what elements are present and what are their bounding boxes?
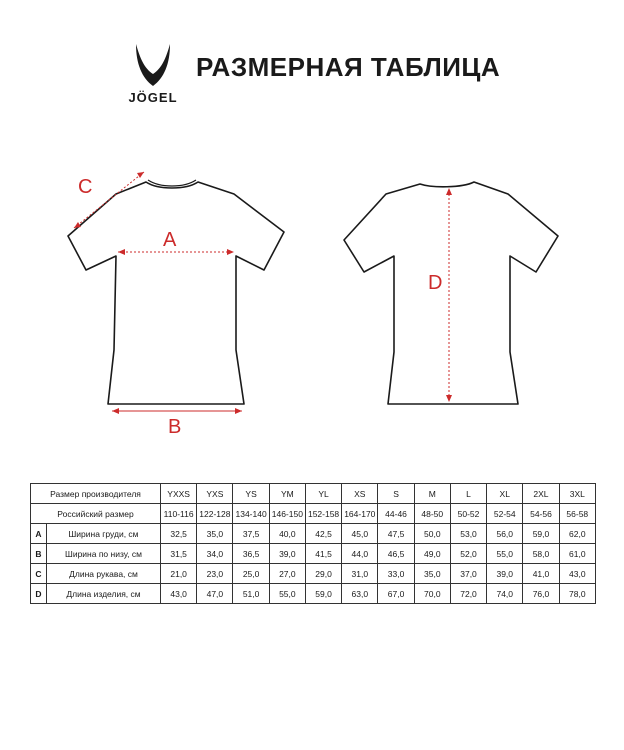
table-cell: 36,5 — [233, 544, 269, 564]
table-cell: XS — [342, 484, 378, 504]
table-cell: M — [414, 484, 450, 504]
table-row-russian-size — [31, 504, 596, 524]
table-cell: 70,0 — [414, 584, 450, 604]
table-cell: 52-54 — [487, 504, 523, 524]
table-cell: 72,0 — [450, 584, 486, 604]
table-cell: 146-150 — [269, 504, 305, 524]
table-cell: 25,0 — [233, 564, 269, 584]
row-key: D — [31, 584, 47, 604]
table-cell: 52,0 — [450, 544, 486, 564]
table-cell: 110-116 — [161, 504, 197, 524]
table-cell: 53,0 — [450, 524, 486, 544]
row-key: B — [31, 544, 47, 564]
table-cell: 40,0 — [269, 524, 305, 544]
table-cell: S — [378, 484, 414, 504]
table-cell: 39,0 — [269, 544, 305, 564]
table-cell: 35,0 — [414, 564, 450, 584]
table-cell: 48-50 — [414, 504, 450, 524]
table-cell: 41,0 — [523, 564, 559, 584]
page-title: РАЗМЕРНАЯ ТАБЛИЦА — [196, 52, 501, 82]
table-cell: 46,5 — [378, 544, 414, 564]
tshirt-front-diagram — [56, 160, 296, 420]
table-cell: 76,0 — [523, 584, 559, 604]
measure-label-b: B — [168, 416, 182, 438]
table-cell: 34,0 — [197, 544, 233, 564]
tshirt-back-diagram — [336, 172, 566, 412]
size-table — [30, 483, 596, 604]
table-cell: YM — [269, 484, 305, 504]
table-cell: 39,0 — [487, 564, 523, 584]
table-row-c — [31, 564, 596, 584]
table-cell: 67,0 — [378, 584, 414, 604]
manufacturer-size-label: Размер производителя — [31, 484, 161, 504]
table-cell: 55,0 — [269, 584, 305, 604]
table-cell: 59,0 — [523, 524, 559, 544]
table-cell: 2XL — [523, 484, 559, 504]
table-cell: 51,0 — [233, 584, 269, 604]
table-cell: 56-58 — [559, 504, 595, 524]
brand-logo — [118, 42, 188, 106]
table-cell: 33,0 — [378, 564, 414, 584]
table-cell: YXXS — [161, 484, 197, 504]
table-cell: 50,0 — [414, 524, 450, 544]
table-cell: 78,0 — [559, 584, 595, 604]
row-key: C — [31, 564, 47, 584]
row-label: Длина изделия, см — [47, 584, 161, 604]
row-label: Ширина по низу, см — [47, 544, 161, 564]
table-cell: 49,0 — [414, 544, 450, 564]
table-cell: 164-170 — [342, 504, 378, 524]
table-cell: 59,0 — [305, 584, 341, 604]
table-cell: 74,0 — [487, 584, 523, 604]
table-cell: 43,0 — [559, 564, 595, 584]
table-cell: 44,0 — [342, 544, 378, 564]
table-cell: XL — [487, 484, 523, 504]
table-cell: 37,0 — [450, 564, 486, 584]
table-cell: 41,5 — [305, 544, 341, 564]
row-label: Ширина груди, см — [47, 524, 161, 544]
table-cell: 134-140 — [233, 504, 269, 524]
table-cell: 3XL — [559, 484, 595, 504]
table-cell: 47,5 — [378, 524, 414, 544]
table-cell: 63,0 — [342, 584, 378, 604]
table-cell: 50-52 — [450, 504, 486, 524]
table-cell: 47,0 — [197, 584, 233, 604]
row-label: Длина рукава, см — [47, 564, 161, 584]
table-cell: 21,0 — [161, 564, 197, 584]
table-cell: 122-128 — [197, 504, 233, 524]
brand-name: JÖGEL — [128, 90, 178, 105]
tshirt-back-outline — [344, 182, 558, 404]
table-cell: 29,0 — [305, 564, 341, 584]
measure-label-d: D — [428, 272, 443, 294]
logo-emblem-icon — [132, 42, 174, 88]
table-cell: 54-56 — [523, 504, 559, 524]
table-cell: L — [450, 484, 486, 504]
table-cell: 43,0 — [161, 584, 197, 604]
table-cell: 45,0 — [342, 524, 378, 544]
table-cell: YS — [233, 484, 269, 504]
table-cell: 23,0 — [197, 564, 233, 584]
table-cell: 56,0 — [487, 524, 523, 544]
measure-label-a: A — [163, 229, 177, 251]
measure-label-c: C — [78, 176, 93, 198]
table-row-b — [31, 544, 596, 564]
table-cell: YL — [305, 484, 341, 504]
table-cell: 152-158 — [305, 504, 341, 524]
table-cell: 44-46 — [378, 504, 414, 524]
table-cell: 32,5 — [161, 524, 197, 544]
table-cell: 31,5 — [161, 544, 197, 564]
table-cell: 37,5 — [233, 524, 269, 544]
table-cell: YXS — [197, 484, 233, 504]
table-cell: 58,0 — [523, 544, 559, 564]
table-row-a — [31, 524, 596, 544]
tshirt-front-outline — [68, 182, 284, 404]
table-row-manufacturer-size — [31, 484, 596, 504]
table-cell: 35,0 — [197, 524, 233, 544]
table-cell: 31,0 — [342, 564, 378, 584]
table-cell: 27,0 — [269, 564, 305, 584]
table-cell: 55,0 — [487, 544, 523, 564]
table-cell: 42,5 — [305, 524, 341, 544]
row-key: A — [31, 524, 47, 544]
russian-size-label: Российский размер — [31, 504, 161, 524]
table-cell: 62,0 — [559, 524, 595, 544]
table-row-d — [31, 584, 596, 604]
table-cell: 61,0 — [559, 544, 595, 564]
